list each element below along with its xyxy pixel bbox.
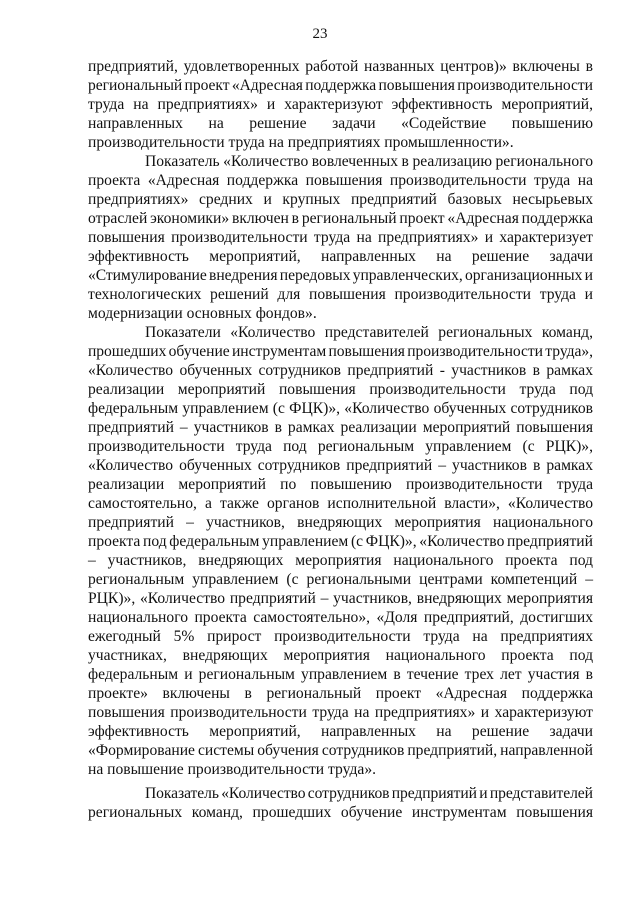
text-line: эффективность мероприятий, направленных на решение задачи	[88, 248, 593, 265]
text-line: предприятиях» средних и крупных предприятий базовых несырьевых	[88, 191, 593, 208]
text-line: повышения производительности труда на предприятиях» и характеризуют	[88, 704, 593, 721]
text-line: федеральным управлением (с ФЦК)», «Количество обученных сотрудников	[88, 400, 593, 417]
text-line: эффективность мероприятий, направленных на решение задачи	[88, 723, 593, 740]
text-line: РЦК)», «Количество предприятий – участников, внедряющих мероприятия	[88, 590, 593, 607]
text-line: направленных на решение задачи «Содействие повышению	[88, 115, 593, 132]
text-line: реализации мероприятий по повышению производительности труда	[88, 476, 593, 493]
page-number: 23	[312, 26, 328, 42]
text-line: региональных команд, прошедших обучение инструментам повышения	[88, 804, 593, 821]
text-line: ежегодный 5% прирост производительности труда на предприятиях	[88, 628, 593, 645]
text-line: проекта «Адресная поддержка повышения производительности труда на	[88, 172, 593, 189]
text-line: предприятий – участников, внедряющих мероприятия национального	[88, 514, 593, 531]
text-line: производительности труда на предприятиях промышленности».	[88, 134, 514, 151]
text-line: предприятий, удовлетворенных работой названных центров)» включены в	[88, 58, 593, 75]
text-line: национального проекта самостоятельно», «Доля предприятий, достигших	[88, 609, 593, 626]
text-line: проекте» включены в региональный проект «Адресная поддержка	[88, 685, 593, 702]
text-line: Показатель «Количество вовлеченных в реализацию регионального	[145, 153, 593, 170]
text-line: модернизации основных фондов».	[88, 305, 317, 322]
text-line: «Стимулирование внедрения передовых управленческих, организационных и	[88, 267, 593, 284]
text-line: – участников, внедряющих мероприятия национального проекта под	[88, 552, 593, 569]
text-line: Показатель «Количество сотрудников предприятий и представителей	[145, 785, 593, 802]
text-line: Показатели «Количество представителей региональных команд,	[145, 324, 593, 341]
text-line: предприятий – участников в рамках реализации мероприятий повышения	[88, 419, 593, 436]
text-line: региональным управлением (с региональными центрами компетенций –	[88, 571, 593, 588]
text-line: на повышение производительности труда».	[88, 761, 377, 778]
text-line: проекта под федеральным управлением (с ФЦК)», «Количество предприятий	[88, 533, 593, 550]
text-line: «Количество обученных сотрудников предприятий - участников в рамках	[88, 362, 593, 379]
text-line: производительности труда под региональным управлением (с РЦК)»,	[88, 438, 593, 455]
text-line: технологических решений для повышения производительности труда и	[88, 286, 593, 303]
text-line: реализации мероприятий повышения производительности труда под	[88, 381, 593, 398]
text-line: отраслей экономики» включен в региональный проект «Адресная поддержка	[88, 210, 593, 227]
paragraph	[88, 152, 593, 323]
text-line: самостоятельно, а также органов исполнительной власти», «Количество	[88, 495, 593, 512]
document-body	[88, 57, 593, 822]
text-line: региональный проект «Адресная поддержка повышения производительности	[88, 77, 593, 94]
text-line: федеральным и региональным управлением в течение трех лет участия в	[88, 666, 593, 683]
text-line: прошедших обучение инструментам повышения производительности труда»,	[88, 343, 593, 360]
paragraph	[88, 57, 593, 152]
text-line: участниках, внедряющих мероприятия национального проекта под	[88, 647, 593, 664]
paragraph	[88, 784, 593, 822]
text-line: труда на предприятиях» и характеризуют эффективность мероприятий,	[88, 96, 593, 113]
text-line: повышения производительности труда на предприятиях» и характеризует	[88, 229, 593, 246]
paragraph	[88, 323, 593, 779]
text-line: «Количество обученных сотрудников предприятий – участников в рамках	[88, 457, 593, 474]
text-line: «Формирование системы обучения сотрудников предприятий, направленной	[88, 742, 593, 759]
